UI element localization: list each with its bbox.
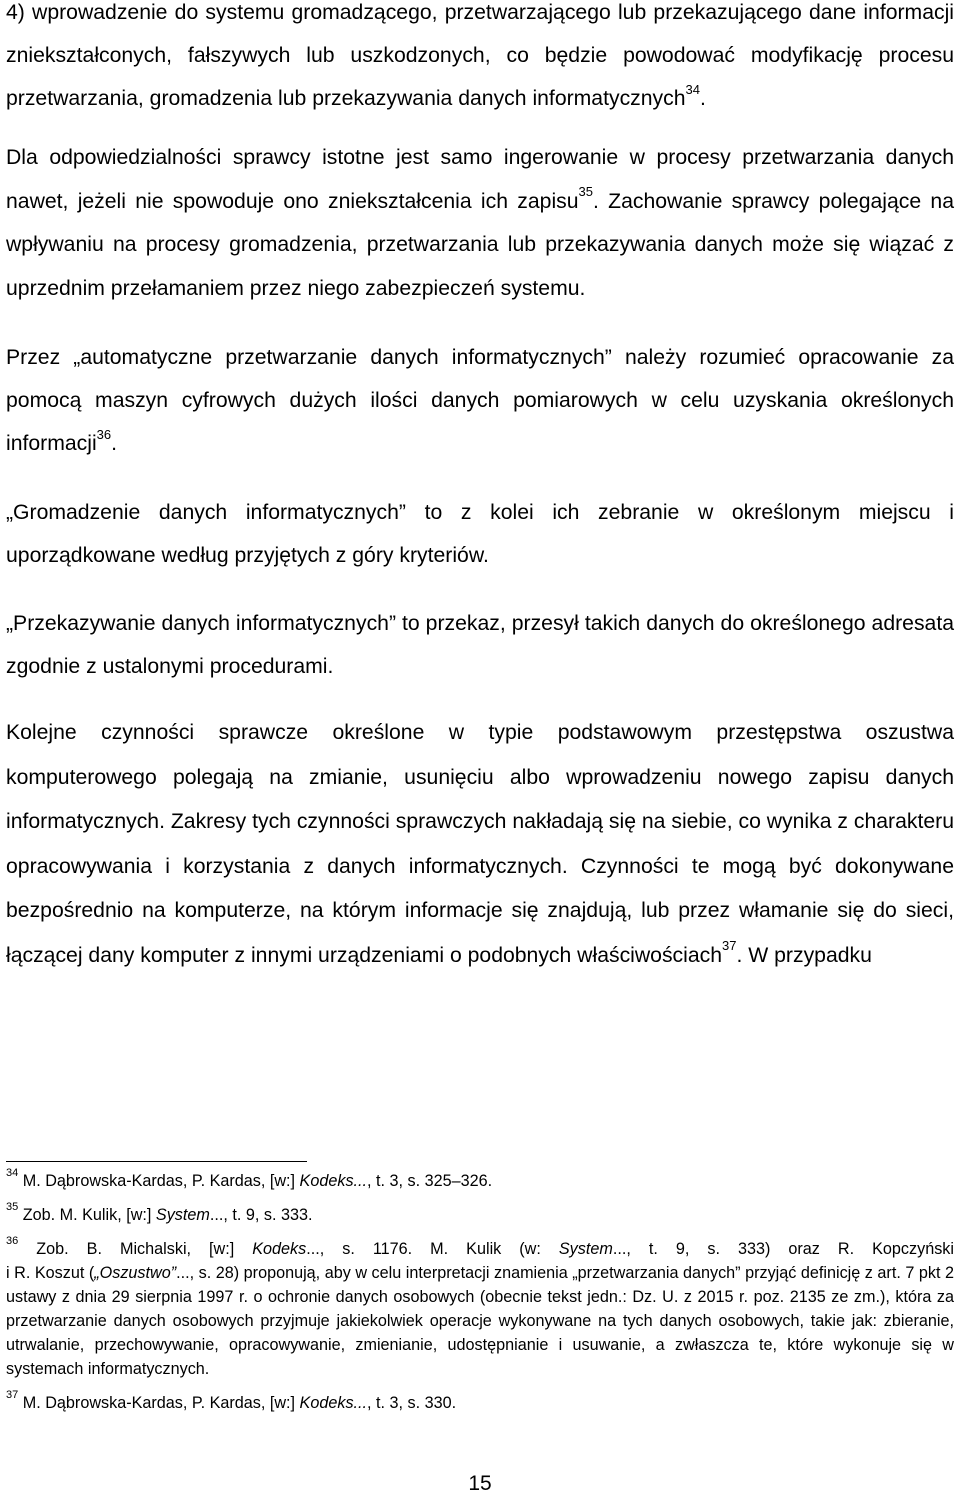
footnote-separator bbox=[6, 1161, 307, 1162]
footnote-number: 35 bbox=[6, 1200, 19, 1213]
footnote-ref-36[interactable]: 36 bbox=[96, 426, 112, 442]
paragraph-tail: . bbox=[111, 432, 118, 455]
footnote-text: i R. Koszut ( bbox=[6, 1264, 95, 1282]
footnote-ref-37[interactable]: 37 bbox=[722, 938, 737, 954]
paragraph-gathering bbox=[6, 491, 954, 577]
paragraph-text: Dla odpowiedzialności sprawcy istotne jest samo ingerowanie w procesy przetwarzania danych nawet, jeżeli nie spowoduje ono zniekształcenia ich zapisu bbox=[6, 146, 954, 213]
footnote-title: Kodeks... bbox=[299, 1172, 368, 1190]
footnote-text: ..., t. 9, s. 333. bbox=[209, 1206, 313, 1224]
footnote-text: Zob. M. Kulik, [w:] bbox=[18, 1206, 156, 1224]
footnote-number: 36 bbox=[6, 1234, 19, 1247]
footnote-number: 34 bbox=[6, 1166, 19, 1179]
paragraph-tail: . bbox=[699, 87, 706, 110]
footnote-text: ..., t. 9, s. 333) oraz R. Kopczyński bbox=[612, 1240, 954, 1258]
footnote-text: ..., s. 1176. M. Kulik (w: bbox=[306, 1240, 559, 1258]
footnote-35 bbox=[6, 1200, 954, 1227]
footnote-34 bbox=[6, 1166, 954, 1193]
paragraph-text: Przez „automatyczne przetwarzanie danych informatycznych” należy rozumieć opracowanie za pomocą maszyn cyfrowych dużych ilości danych pomiarowych w celu uzyskania określonych informacji bbox=[6, 346, 954, 455]
page-number: 15 bbox=[468, 1472, 492, 1495]
paragraph-point-4 bbox=[6, 0, 954, 120]
paragraph-text-continued: . W przypadku bbox=[736, 943, 872, 967]
footnote-text: M. Dąbrowska-Kardas, P. Kardas, [w:] bbox=[18, 1172, 300, 1190]
footnotes bbox=[6, 1166, 954, 1415]
footnote-line bbox=[6, 1234, 954, 1261]
footnote-text: ..., s. 28) proponują, aby w celu interpretacji znamienia „przetwarzania danych” przyjąć definicję z art. 7 pkt 2 ustawy z dnia 29 sierpnia 1997 r. o ochronie danych osobowych (obecnie tekst jedn.: Dz. U. z 2015 r. poz. 2135 ze zm.), która za przetwarzanie danych osobowych przyjmuje jakiekolwiek operacje wykonywane na tych danych osobowych, takie jak: zbieranie, utrwalanie, przechowywanie, opracowywanie, zmienianie, udostępnianie i usuwanie, a zwłaszcza te, które wykonuje się w systemach informatycznych. bbox=[6, 1264, 954, 1378]
footnote-ref-34[interactable]: 34 bbox=[685, 81, 700, 97]
footnote-ref-35[interactable]: 35 bbox=[578, 184, 594, 200]
footnote-title: „Oszustwo” bbox=[94, 1264, 177, 1282]
paragraph-automatic-processing bbox=[6, 336, 954, 465]
footnote-number: 37 bbox=[6, 1388, 19, 1401]
footnote-title: System bbox=[155, 1206, 210, 1224]
footnote-36 bbox=[6, 1234, 954, 1381]
paragraph-text: 4) wprowadzenie do systemu gromadzącego, przetwarzającego lub przekazującego dane informacji zniekształconych, fałszywych lub uszkodzonych, co będzie powodować modyfikację procesu przetwarzania, gromadzenia lub przekazywania danych informatycznych bbox=[6, 1, 954, 110]
paragraph-responsibility bbox=[6, 136, 954, 310]
footnote-title: Kodeks... bbox=[299, 1394, 368, 1412]
paragraph-further-acts bbox=[6, 711, 954, 978]
paragraph-text: Kolejne czynności sprawcze określone w typie podstawowym przestępstwa oszustwa komputerowego polegają na zmianie, usunięciu albo wprowadzeniu nowego zapisu danych informatycznych. Zakresy tych czynności sprawczych nakładają się na siebie, co wynika z charakteru opracowywania i korzystania z danych informatycznych. Czynności te mogą być dokonywane bezpośrednio na komputerze, na którym informacje się znajdują, lub przez włamanie się do sieci, łączącej dany komputer z innymi urządzeniami o podobnych właściwościach bbox=[6, 721, 954, 967]
paragraph-text: „Przekazywanie danych informatycznych” to przekaz, przesył takich danych do określonego adresata zgodnie z ustalonymi procedurami. bbox=[6, 612, 954, 678]
footnote-line bbox=[6, 1261, 954, 1381]
footnote-text: M. Dąbrowska-Kardas, P. Kardas, [w:] bbox=[18, 1394, 300, 1412]
footnote-title: System bbox=[558, 1240, 613, 1258]
footnote-37 bbox=[6, 1388, 954, 1415]
footnote-text: , t. 3, s. 330. bbox=[367, 1394, 457, 1412]
footnote-text: Zob. B. Michalski, [w:] bbox=[18, 1240, 253, 1258]
footnote-text: , t. 3, s. 325–326. bbox=[367, 1172, 493, 1190]
paragraph-text-continued: . Zachowanie sprawcy polegające na wpływaniu na procesy gromadzenia, przetwarzania lub przekazywania danych może się wiązać z uprzednim przełamaniem przez niego zabezpieczeń systemu. bbox=[6, 189, 954, 300]
paragraph-text: „Gromadzenie danych informatycznych” to z kolei ich zebranie w określonym miejscu i uporządkowane według przyjętych z góry kryteriów. bbox=[6, 501, 954, 567]
paragraph-transmitting bbox=[6, 602, 954, 688]
document-page bbox=[6, 0, 954, 1496]
footnote-title: Kodeks bbox=[252, 1240, 307, 1258]
